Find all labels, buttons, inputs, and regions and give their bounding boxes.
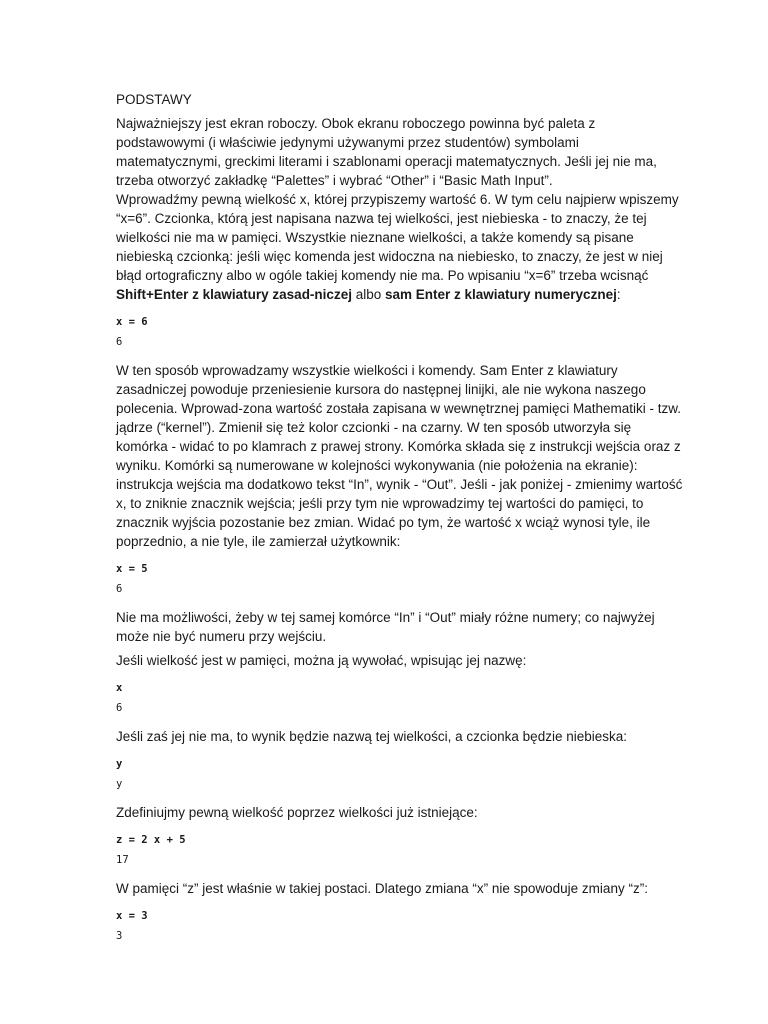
paragraph-unknown: Jeśli zaś jej nie ma, to wynik będzie nazwą tej wielkości, a czcionka będzie niebieska: [116, 729, 627, 744]
paragraph-in-out: Nie ma możliwości, żeby w tej samej komórce “In” i “Out” miały różne numery; co najwyżej może nie być numeru przy wejściu. [116, 610, 655, 644]
shift-enter-hint: Shift+Enter z klawiatury zasad-niczej [116, 287, 352, 302]
document-page [116, 90, 686, 944]
paragraph-define-x-or: albo [351, 287, 385, 302]
cell-6-input: x = 3 [116, 910, 148, 922]
cell-6-output: 3 [116, 930, 123, 942]
cell-2-output: 6 [116, 583, 123, 595]
paragraph-cells: W ten sposób wprowadzamy wszystkie wielkości i komendy. Sam Enter z klawiatury zasadniczej powoduje przeniesienie kursora do następnej linijki, ale nie wykona naszego polecenia. Wprowad-zona wartość została zapisana w wewnętrznej pamięci Mathematiki - tzw. jądrze (“kernel”). Zmienił się też kolor czcionki - na czarny. W ten sposób utworzyła się komórka - widać to po klamrach z prawej strony. Komórka składa się z instrukcji wejścia oraz z wyniku. Komórki są numerowane w kolejności wykonywania (nie położenia na ekranie): instrukcja wejścia ma dodatkowo tekst “In”, wynik - “Out”. Jeśli - jak poniżej - zmienimy wartość x, to zniknie znacznik wejścia; jeśli przy tym nie wprowadzimy tej wartości do pamięci, to znacznik wyjścia pozostanie bez zmian. Widać po tym, że wartość x wciąż wynosi tyle, ile poprzednio, a nie tyle, ile zamierzał użytkownik: [116, 363, 683, 549]
paragraph-define-x [116, 190, 686, 304]
cell-4-output: y [116, 778, 123, 790]
paragraph-define-x-text: Wprowadźmy pewną wielkość x, której przypiszemy wartość 6. W tym celu najpierw wpiszemy “x=6”. Czcionka, którą jest napisana nazwa tej wielkości, jest niebieska - to znaczy, że tej wielkości nie ma w pamięci. Wszystkie nieznane wielkości, a także komendy są pisane niebieską czcionką: jeśli więc komenda jest widoczna na niebiesko, to znaczy, że jest w niej błąd ortograficzny albo w ogóle takiej komendy nie ma. Po wpisaniu “x=6” trzeba wcisnąć [116, 192, 679, 283]
cell-3-output: 6 [116, 702, 123, 714]
cell-3-input: x [116, 682, 123, 694]
paragraph-define-x-end: : [616, 287, 621, 302]
cell-4-input: y [116, 758, 123, 770]
cell-5-input: z = 2 x + 5 [116, 834, 186, 846]
numpad-enter-hint: sam Enter z klawiatury numerycznej [384, 287, 617, 302]
cell-5-output: 17 [116, 854, 129, 866]
paragraph-define-z: Zdefiniujmy pewną wielkość poprzez wielkości już istniejące: [116, 805, 478, 820]
paragraph-memory: W pamięci “z” jest właśnie w takiej postaci. Dlatego zmiana “x” nie spowoduje zmiany “z”: [116, 881, 648, 896]
cell-1-input: x = 6 [116, 316, 148, 328]
paragraph-palettes: Najważniejszy jest ekran roboczy. Obok ekranu roboczego powinna być paleta z podstawowymi (i właściwie jedynymi używanymi przez studentów) symbolami matematycznymi, greckimi literami i szablonami operacji matematycznych. Jeśli jej nie ma, trzeba otworzyć zakładkę “Palettes” i wybrać “Other” i “Basic Math Input”. [116, 116, 657, 188]
cell-1-output: 6 [116, 336, 123, 348]
paragraph-recall: Jeśli wielkość jest w pamięci, można ją wywołać, wpisując jej nazwę: [116, 653, 527, 668]
cell-2-input: x = 5 [116, 563, 148, 575]
section-heading: PODSTAWY [116, 92, 192, 107]
